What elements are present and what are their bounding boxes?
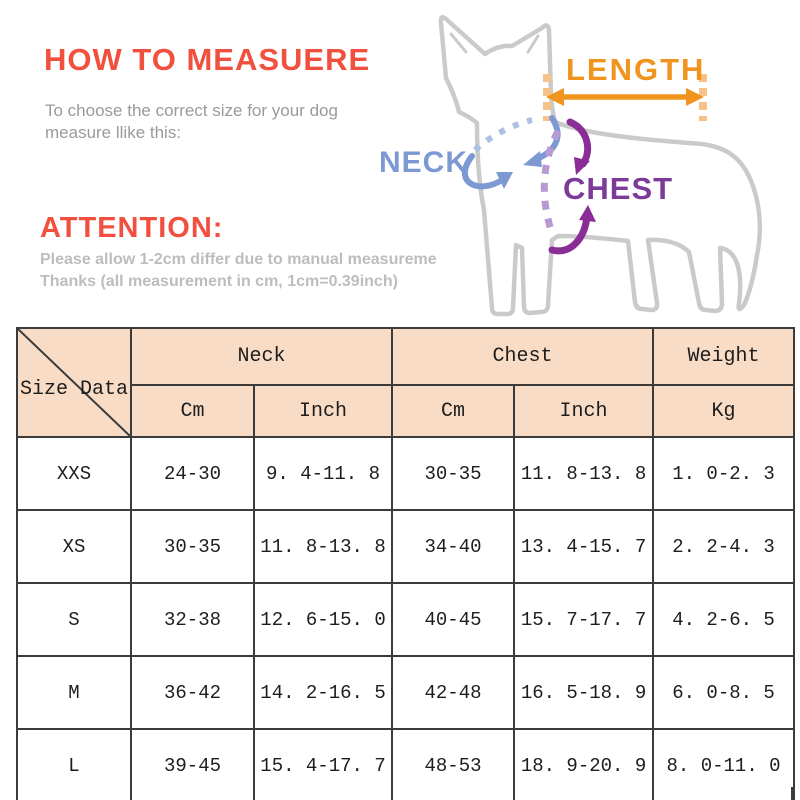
attention-line-1: Please allow 1-2cm differ due to manual measureme (40, 251, 437, 268)
table-row (17, 656, 794, 729)
chest-inch-cell: 15. 7-17. 7 (514, 583, 653, 656)
subtitle-line-1: To choose the correct size for your dog (45, 101, 338, 120)
weight-kg-cell: 6. 0-8. 5 (653, 656, 794, 729)
neck-inch-cell: 9. 4-11. 8 (254, 437, 392, 510)
chest-inch-cell: 11. 8-13. 8 (514, 437, 653, 510)
chest-cm-cell: 42-48 (392, 656, 514, 729)
table-subheader-chest-inch: Inch (514, 385, 653, 437)
size-cell: XXS (17, 437, 131, 510)
chest-cm-cell: 34-40 (392, 510, 514, 583)
weight-kg-cell: 2. 2-4. 3 (653, 510, 794, 583)
neck-cm-cell: 30-35 (131, 510, 254, 583)
chest-cm-cell: 30-35 (392, 437, 514, 510)
size-cell: L (17, 729, 131, 800)
table-subheader-weight-kg: Kg (653, 385, 794, 437)
table-row (17, 437, 794, 510)
table-bottom-stub (652, 787, 654, 800)
table-corner-cell (17, 328, 131, 437)
chest-cm-cell: 48-53 (392, 729, 514, 800)
table-bottom-stub (253, 787, 255, 800)
attention-line-2: Thanks (all measurement in cm, 1cm=0.39inch) (40, 273, 398, 290)
table-row (17, 510, 794, 583)
chest-inch-cell: 16. 5-18. 9 (514, 656, 653, 729)
weight-kg-cell: 4. 2-6. 5 (653, 583, 794, 656)
neck-cm-cell: 32-38 (131, 583, 254, 656)
neck-cm-cell: 39-45 (131, 729, 254, 800)
table-bottom-stub (513, 787, 515, 800)
neck-inch-cell: 11. 8-13. 8 (254, 510, 392, 583)
table-subheader-neck-cm: Cm (131, 385, 254, 437)
neck-inch-cell: 15. 4-17. 7 (254, 729, 392, 800)
table-row (17, 583, 794, 656)
length-label: LENGTH (566, 52, 706, 87)
table-subheader-chest-cm: Cm (392, 385, 514, 437)
table-header-weight: Weight (653, 328, 794, 385)
table-bottom-stub (130, 787, 132, 800)
attention-heading: ATTENTION: (40, 212, 224, 244)
size-cell: M (17, 656, 131, 729)
table-row (17, 729, 794, 800)
neck-cm-cell: 36-42 (131, 656, 254, 729)
neck-inch-cell: 14. 2-16. 5 (254, 656, 392, 729)
size-cell: S (17, 583, 131, 656)
page-title: HOW TO MEASUERE (44, 42, 371, 77)
table-bottom-stub (391, 787, 393, 800)
subtitle-line-2: measure llike this: (45, 123, 182, 142)
chest-cm-cell: 40-45 (392, 583, 514, 656)
subtitle-text (45, 100, 390, 144)
table-bottom-stub (16, 787, 18, 800)
table-subheader-neck-inch: Inch (254, 385, 392, 437)
neck-inch-cell: 12. 6-15. 0 (254, 583, 392, 656)
weight-kg-cell: 8. 0-11. 0 (653, 729, 794, 800)
size-table (16, 327, 795, 800)
corner-label: Size Data (19, 378, 129, 401)
table-header-neck: Neck (131, 328, 392, 385)
neck-cm-cell: 24-30 (131, 437, 254, 510)
chest-inch-cell: 13. 4-15. 7 (514, 510, 653, 583)
chest-inch-cell: 18. 9-20. 9 (514, 729, 653, 800)
table-bottom-stub (791, 787, 793, 800)
size-cell: XS (17, 510, 131, 583)
weight-kg-cell: 1. 0-2. 3 (653, 437, 794, 510)
neck-label: NECK (379, 146, 469, 179)
chest-label: CHEST (563, 171, 674, 206)
table-header-chest: Chest (392, 328, 653, 385)
